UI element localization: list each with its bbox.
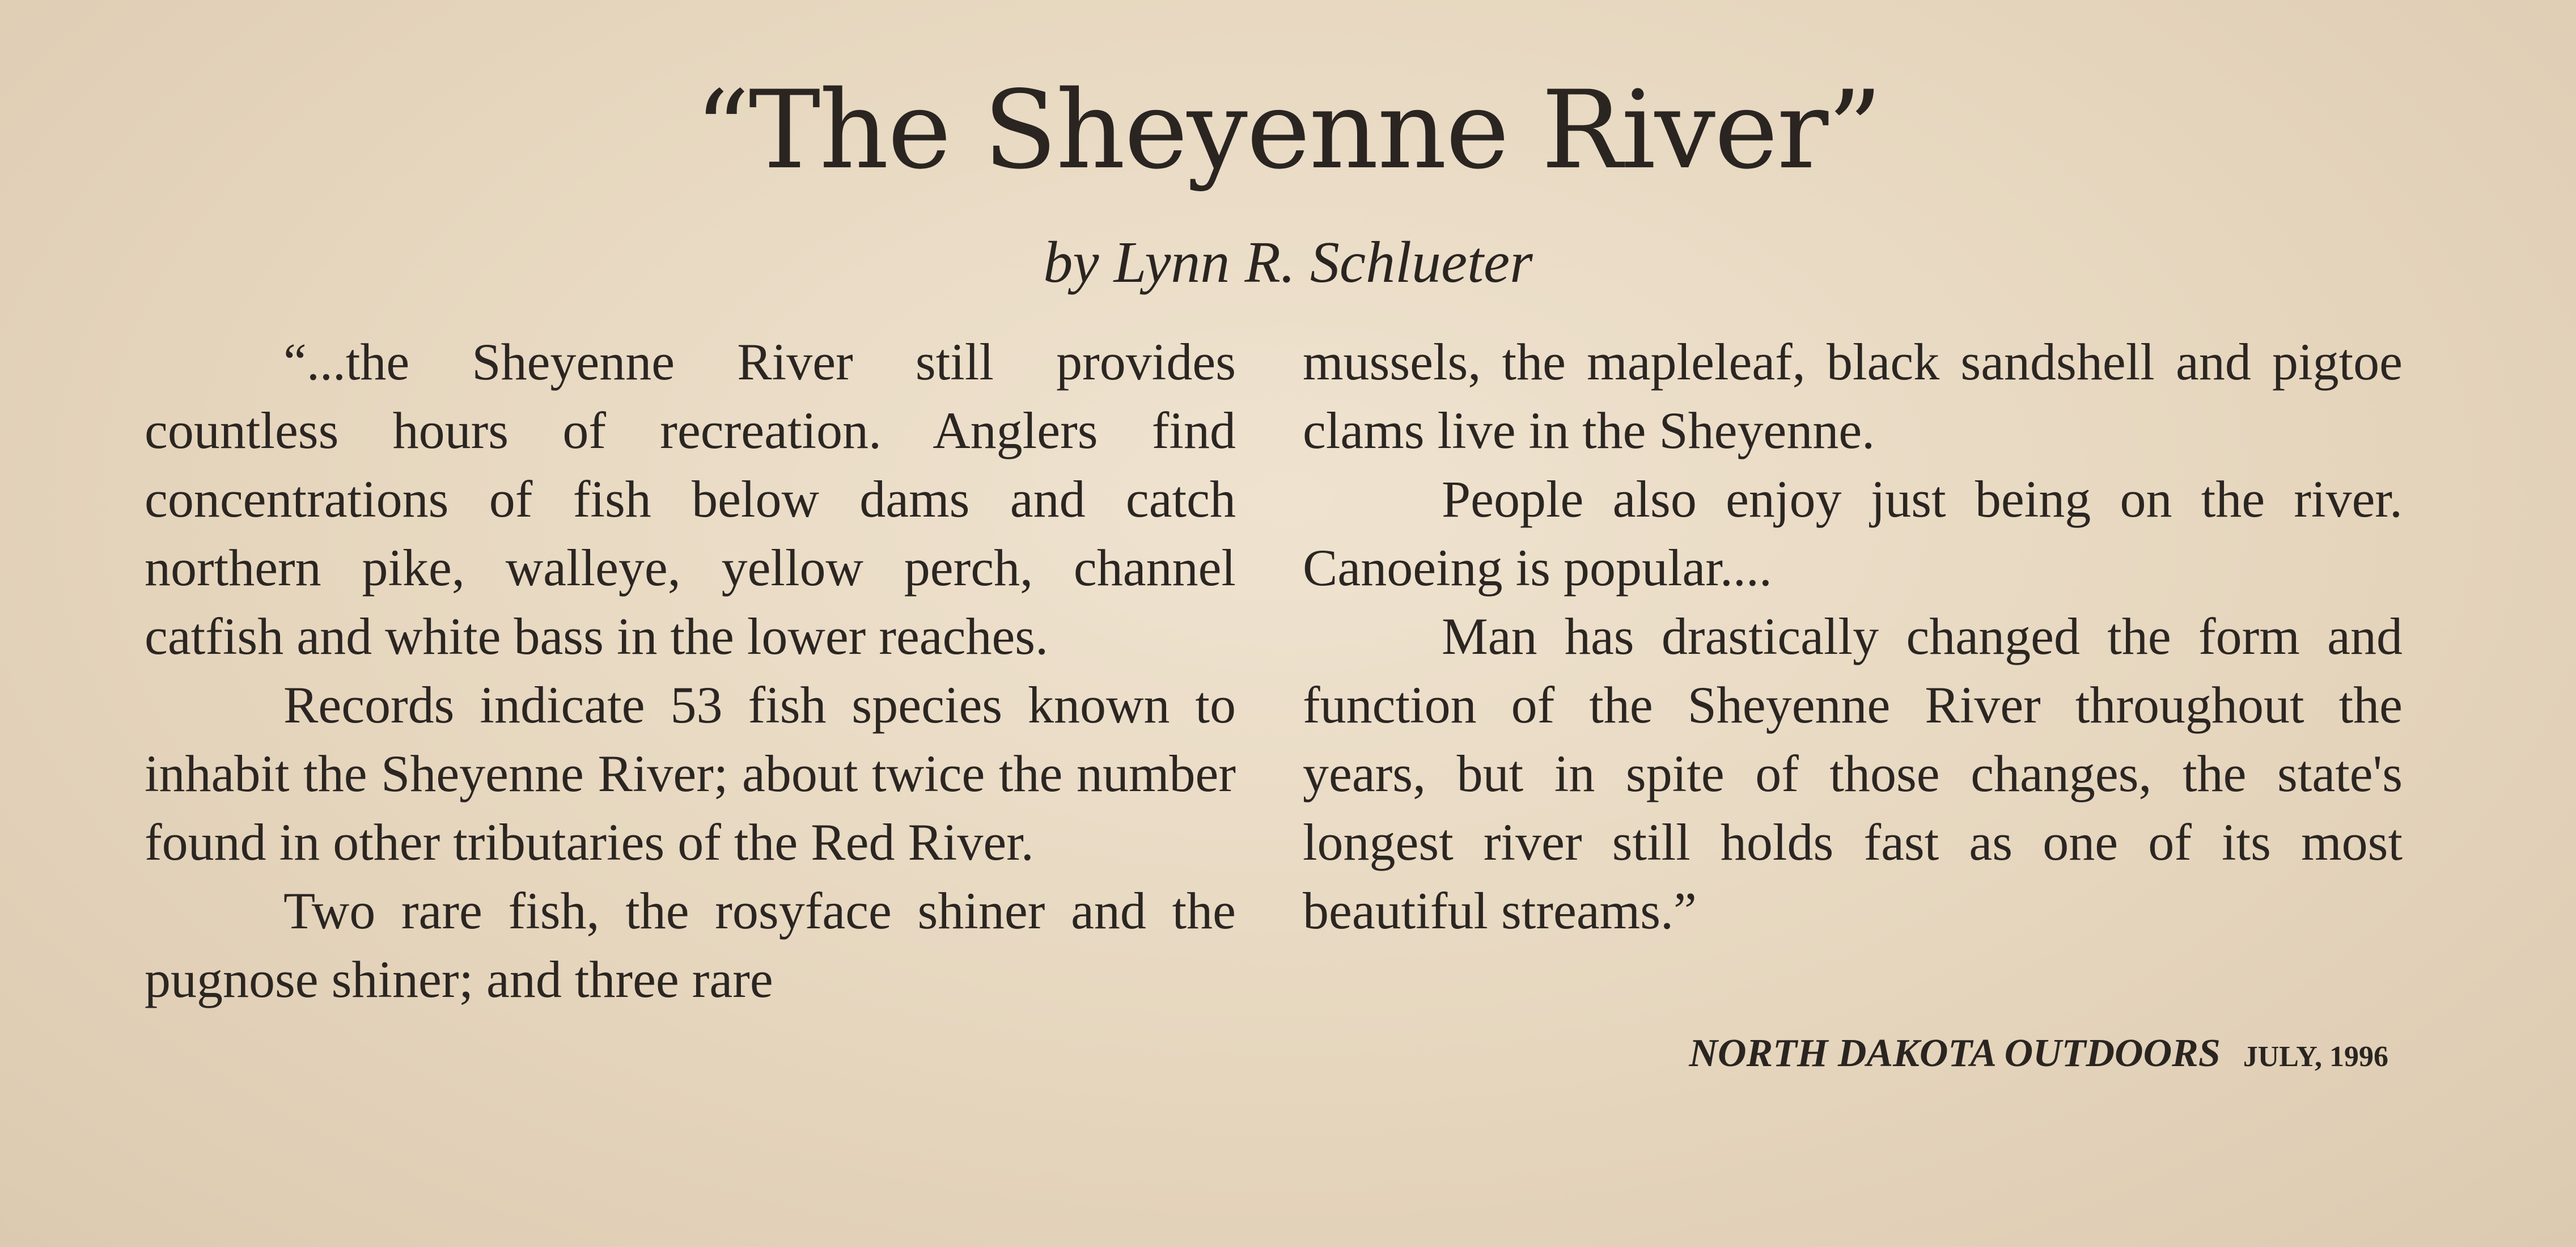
source-publication: NORTH DAKOTA OUTDOORS xyxy=(1689,1032,2221,1075)
left-paragraph-3: Two rare fish, the rosyface shiner and the pugnose shiner; and three rare xyxy=(145,882,1236,1008)
left-paragraph-2: Records indicate 53 fish species known to inhabit the Sheyenne River; about twice the number found in other tributaries of the Red River. xyxy=(145,676,1236,871)
source-date: JULY, 1996 xyxy=(2243,1041,2388,1073)
left-column xyxy=(145,328,1236,1014)
right-paragraph-3: Man has drastically changed the form and function of the Sheyenne River throughout the years, but in spite of those changes, the state's longest river still holds fast as one of its most beautiful streams.” xyxy=(1303,607,2403,940)
article-byline: by Lynn R. Schlueter xyxy=(1043,230,1533,295)
left-paragraph-1: “...the Sheyenne River still provides countless hours of recreation. Anglers find concentrations of fish below dams and catch northern pike, walleye, yellow perch, channel catfish and white bass in the lower reaches. xyxy=(145,333,1236,665)
article-title: “The Sheyenne River” xyxy=(694,67,1882,193)
right-paragraph-2: People also enjoy just being on the river. Canoeing is popular.... xyxy=(1303,470,2403,597)
source-citation xyxy=(1303,1028,2388,1083)
right-column xyxy=(1303,328,2403,945)
right-paragraph-1: mussels, the mapleleaf, black sandshell and pigtoe clams live in the Sheyenne. xyxy=(1303,333,2403,459)
